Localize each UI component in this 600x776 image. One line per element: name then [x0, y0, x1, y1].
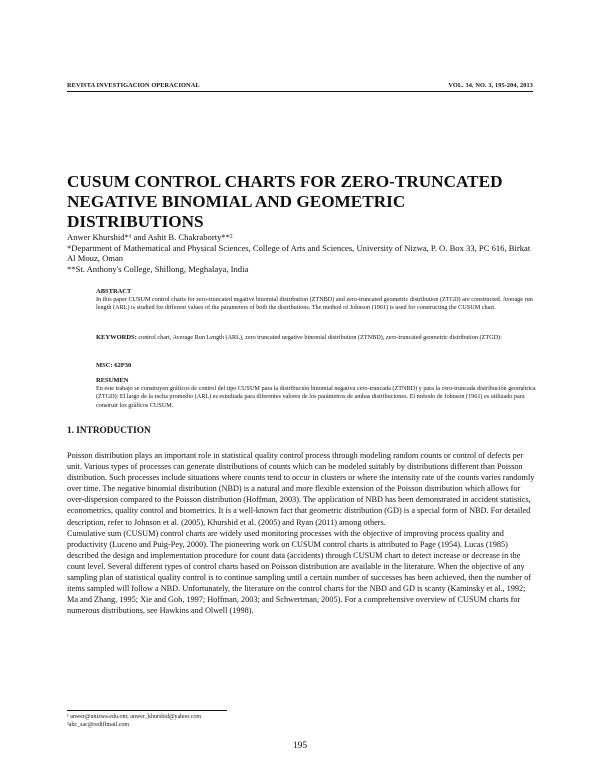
resumen-heading: RESUMEN — [96, 377, 129, 384]
affiliations — [67, 243, 537, 274]
section-heading: 1. INTRODUCTION — [67, 426, 151, 436]
paragraph: Poisson distribution plays an important role in statistical quality control process through modeling random counts or control of defects per unit. Various types of processes can generate distributions of counts which can be modeled suitably by distributions different than Poisson distribution. Such processes include situations where counts tend to occur in clusters or where the intensity rate of the counts varies randomly over time. The negative binomial distribution (NBD) is a natural and more flexible extension of the Poisson distribution which allows for over-dispersion compared to the Poisson distribution (Hoffman, 2003). The application of NBD has been demonstrated in accident statistics, econometrics, quality control and biometrics. It is a well-known fact that geometric distribution (GD) is a special form of NBD. For detailed description, refer to Johnson et al. (2005), Khurshid et al. (2005) and Ryan (2011) among others. — [67, 451, 535, 527]
keywords-text: control chart, Average Run Length (ARL), zero truncated negative binomial distribution (ZTNBD), zero-truncated geometric distribution (ZTGD): — [138, 334, 502, 341]
abstract-text: In this paper CUSUM control charts for zero-truncated negative binomial distribution (ZTNBD) and zero-truncated geometric distribution (ZTGD) are constructed. Average run length (ARL) is studied for different values of the parameters of both the distributions. The method of Johnson (1961) is used for constructing the CUSUM chart. — [96, 296, 533, 312]
resumen-text: En este trabajo se construyen gráficos de control del tipo CUSUM para la distribución binomial negativa cero-truncada (ZTNBD) y para la cero-truncada distribución geométrica (ZTGD): El largo de la racha promedio (ARL) es estudiada para diferentes valores de los parámetros de ambas distribuciones. El método de Johnson (1961) es utilizado para construir los gráficos CUSUM. — [96, 385, 536, 409]
keywords-block — [96, 334, 536, 342]
footnote-1: ¹ anwer@unizwa.edu.om; anwer_khurshid@yahoo.com — [67, 714, 201, 720]
paragraph: Cumulative sum (CUSUM) control charts are widely used monitoring processes with the objective of improving process quality and productivity (Luceno and Puig-Pey, 2000). The pioneering work on CUSUM control charts is attributed to Page (1954). Lucas (1985) described the design and implementation procedure for count data (accidents) through CUSUM chart to detect increase or decrease in the count level. Several different types of control charts based on Poisson distribution are available in the literature. When the objective of any sampling plan of statistical quality control is to continue sampling until a certain number of successes has been achieved, then the number of items sampled will follow a NBD. Unfortunately, the literature on the control charts for the NBD and GD is scanty (Kaminsky et al., 1992; Ma and Zhang, 1995; Xie and Goh, 1997; Hoffman, 2003; and Schwertman, 2005). For a comprehensive overview of CUSUM charts for numerous distributions, see Hawkins and Olwell (1998). — [67, 528, 531, 616]
section-body — [67, 450, 537, 616]
abstract-heading: ABSTRACT — [96, 288, 132, 295]
paper-title: CUSUM CONTROL CHARTS FOR ZERO-TRUNCATED NEGATIVE BINOMIAL AND GEOMETRIC DISTRIBUTIONS — [67, 172, 503, 231]
abstract-block — [96, 288, 536, 313]
affiliation-1: *Department of Mathematical and Physical Sciences, College of Arts and Sciences, University of Nizwa, P. O. Box 33, PC 616, Birkat Al Mouz, Oman — [67, 243, 531, 264]
affiliation-2: **St. Anthony's College, Shillong, Meghalaya, India — [67, 263, 249, 274]
msc-block — [96, 362, 536, 370]
footnotes — [67, 713, 367, 729]
keywords-label: KEYWORDS: — [96, 334, 137, 341]
resumen-block — [96, 377, 536, 410]
running-head — [67, 82, 533, 92]
journal-name: REVISTA INVESTIGACION OPERACIONAL — [67, 82, 200, 89]
author-list: Anwer Khurshid*¹ and Ashit B. Chakraborty**² — [67, 232, 233, 242]
volume-info: VOL. 34, NO. 3, 195-204, 2013 — [448, 82, 533, 89]
footnote-2: ²abc_sac@rediffmail.com — [67, 722, 130, 729]
msc-code: MSC: 62P30 — [96, 362, 132, 369]
footnote-divider — [67, 710, 227, 711]
page-number: 195 — [292, 741, 308, 751]
